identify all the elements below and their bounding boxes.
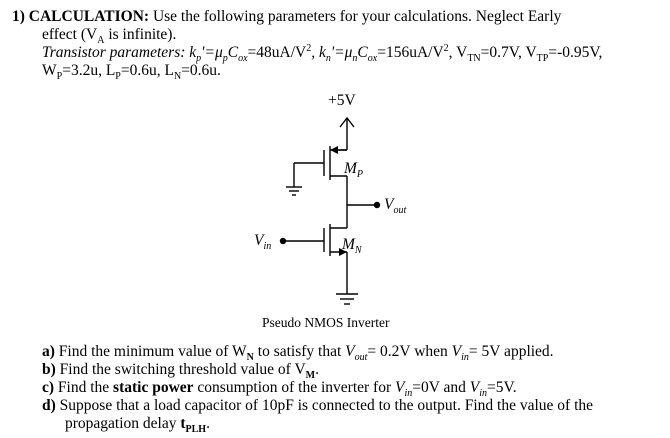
vout-label [384,196,407,217]
q-d-tplh: t [180,415,186,432]
kn-cox-sub: ox [367,53,378,65]
mp-label [344,160,364,181]
mn-label [342,236,362,257]
mp-text: M [344,160,357,177]
mn-sub: N [354,245,362,257]
mp-sub: P [356,169,364,181]
vtp-value: =-0.95V, [548,44,603,61]
q-b-end: . [315,361,319,378]
wp-sub: P [56,71,63,83]
wp: W [42,62,57,79]
q-a-vout-sub: out [354,352,368,364]
question-d-line2 [65,415,210,436]
circuit-caption: Pseudo NMOS Inverter [262,315,390,330]
kp-value: =48uA/V [247,44,307,61]
kn: , k [311,44,326,61]
kn-sub: n [325,53,331,65]
kp: k [185,44,197,61]
kn-value: =156uA/V [377,44,444,61]
q-b-letter: b) [42,361,56,378]
q-c-strong: static power [113,379,194,396]
q-d-letter: d) [42,397,56,414]
q-c-vin-sub1: in [404,388,413,400]
sup-2-a: 2 [306,42,312,54]
ln-sub: N [173,71,182,83]
intro-sub-a: A [97,35,105,47]
problem-heading: CALCULATION: [28,8,150,25]
kp-sub: p [196,53,202,65]
question-c [42,379,517,400]
q-d-tplh-sub: PLH [185,424,207,436]
q-c-pre: Find the [57,379,114,396]
intro-line-1: Use the following parameters for your calculations. Neglect Early [152,8,562,25]
q-a-vout: V [345,343,355,360]
q-c-mid: =0V and [412,379,470,396]
q-c-end: =5V. [487,379,517,396]
q-b-text: Find the switching threshold value of V [59,361,306,378]
q-d-end: . [206,415,210,432]
vout-dot [374,202,380,208]
cox: C [227,44,239,61]
vout-sub: out [393,205,407,217]
vtn: , V [448,44,468,61]
vin-dot [280,238,286,244]
q-c-post: consumption of the inverter for [193,379,395,396]
vtp-sub: TP [536,53,549,65]
q-d-text: Suppose that a load capacitor of 10pF is connected to the output. Find the value of the [59,397,594,414]
q-c-vin-sub2: in [479,388,488,400]
vout-text: V [384,196,394,213]
q-a-end: = 5V applied. [468,343,554,360]
intro-line-2-end: is infinite). [104,26,177,43]
kn-eq: '=μ [330,44,353,61]
wp-value: =3.2u, L [62,62,116,79]
mu-p-sub: p [222,53,228,65]
lp-sub: P [115,71,121,83]
q-a-vin: V [451,343,462,360]
vin-sub: in [263,241,272,253]
question-b [42,361,319,382]
mu-n-sub: n [352,53,358,65]
q-a-letter: a) [42,343,55,360]
cox-sub: ox [238,53,248,65]
supply-label: +5V [328,92,356,109]
q-a-text: Find the minimum value of W [58,343,247,360]
q-a-mid: to satisfy that [253,343,346,360]
q-c-vin-1: V [395,379,405,396]
q-c-vin-2: V [469,379,480,396]
lp-value: =0.6u, L [120,62,174,79]
kp-eq: '=μ [201,44,223,61]
problem-number: 1) [12,8,25,25]
q-d-line2: propagation delay [65,415,181,432]
mn-text: M [342,236,355,253]
q-b-vm-sub: M [305,370,316,382]
kn-cox: C [357,44,368,61]
ln-value: =0.6u. [181,62,221,79]
q-a-wn-sub: N [246,352,254,364]
vtn-sub: TN [467,53,481,65]
intro-line-2: effect (V [42,26,98,43]
mp-arrow [330,146,338,154]
vin-text: V [254,232,264,249]
question-d [42,397,593,415]
q-a-mid2: = 0.2V when [367,343,452,360]
q-c-letter: c) [42,379,55,396]
vin-label [254,232,272,253]
sup-2-b: 2 [443,42,449,54]
q-a-vin-sub: in [461,352,469,364]
transistor-label: Transistor parameters: [42,44,186,61]
question-a [42,343,554,364]
vtn-value: =0.7V, V [480,44,537,61]
